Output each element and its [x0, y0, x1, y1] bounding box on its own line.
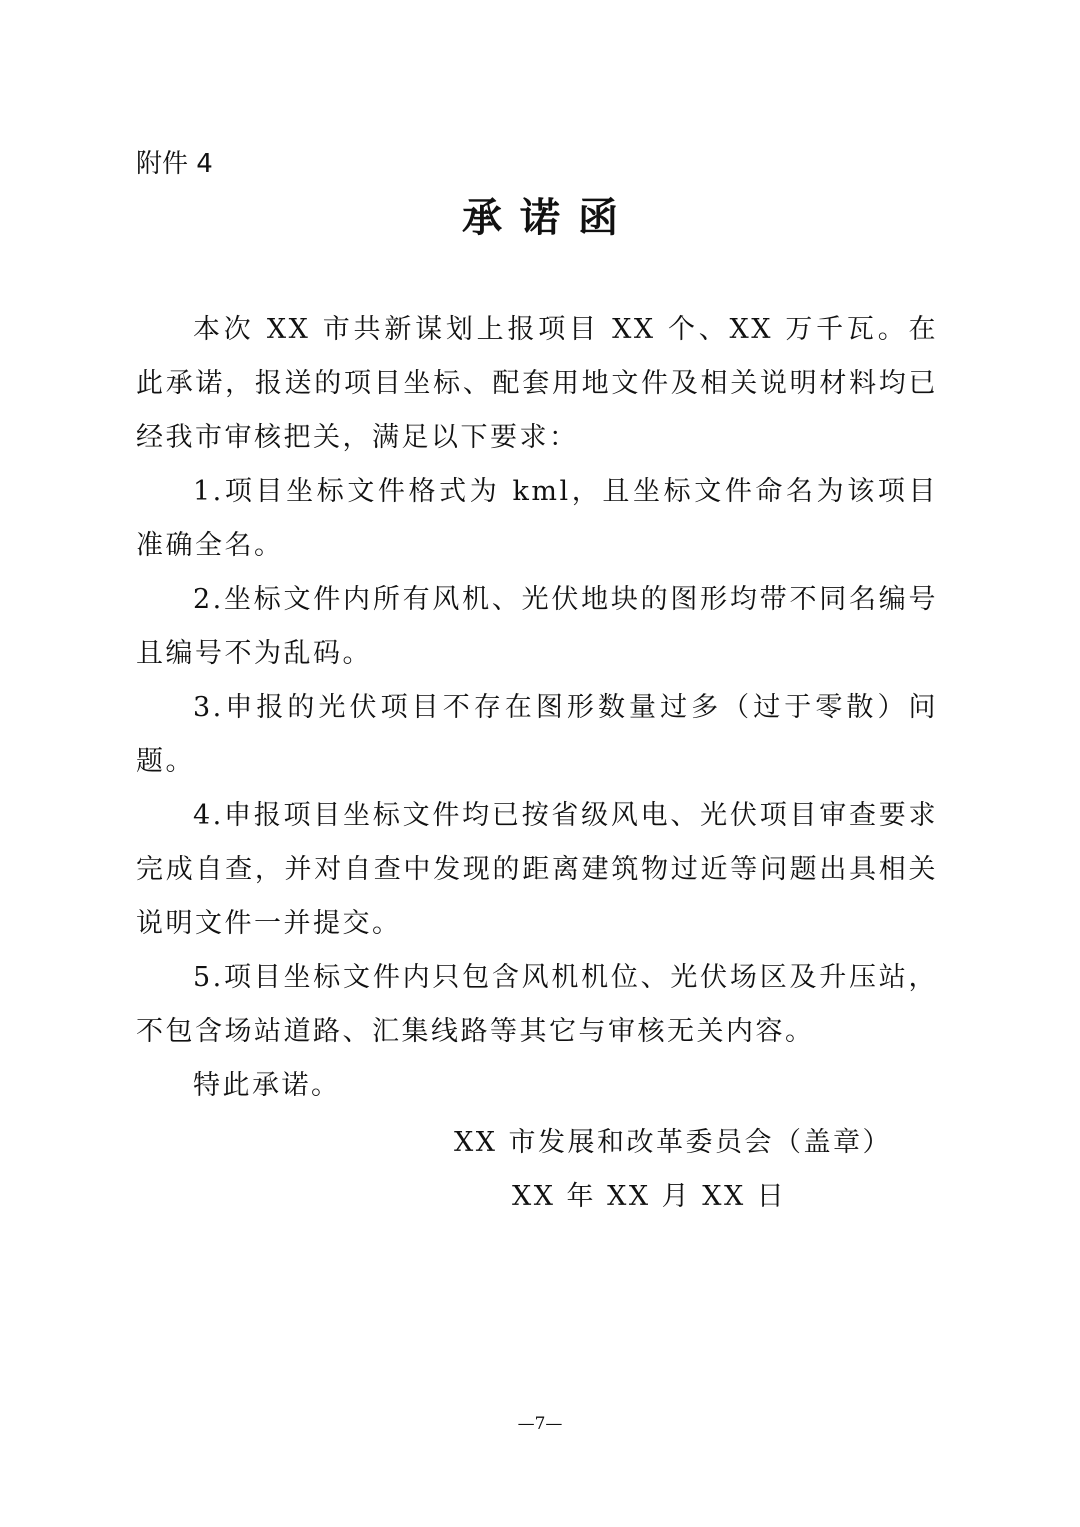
attachment-label: 附件 4: [136, 149, 213, 179]
signature-organization: XX 市发展和改革委员会（盖章）: [454, 1127, 893, 1158]
page-number: —7—: [517, 1414, 563, 1434]
requirement-1: 1.项目坐标文件格式为 kml，且坐标文件命名为该项目准确全名。: [136, 476, 938, 561]
closing-paragraph: 特此承诺。: [193, 1070, 341, 1101]
requirement-2: 2.坐标文件内所有风机、光伏地块的图形均带不同名编号且编号不为乱码。: [136, 584, 938, 669]
requirement-4: 4.申报项目坐标文件均已按省级风电、光伏项目审查要求完成自查，并对自查中发现的距离建筑物过近等问题出具相关说明文件一并提交。: [136, 800, 938, 939]
requirement-3: 3.申报的光伏项目不存在图形数量过多（过于零散）问题。: [136, 692, 938, 777]
intro-paragraph: 本次 XX 市共新谋划上报项目 XX 个、XX 万千瓦。在此承诺，报送的项目坐标、配套用地文件及相关说明材料均已经我市审核把关，满足以下要求：: [136, 314, 938, 453]
document-title: 承诺函: [462, 195, 636, 241]
signature-date: XX 年 XX 月 XX 日: [512, 1181, 787, 1212]
document-body: [136, 303, 938, 1113]
requirement-5: 5.项目坐标文件内只包含风机机位、光伏场区及升压站，不包含场站道路、汇集线路等其它与审核无关内容。: [136, 962, 938, 1047]
